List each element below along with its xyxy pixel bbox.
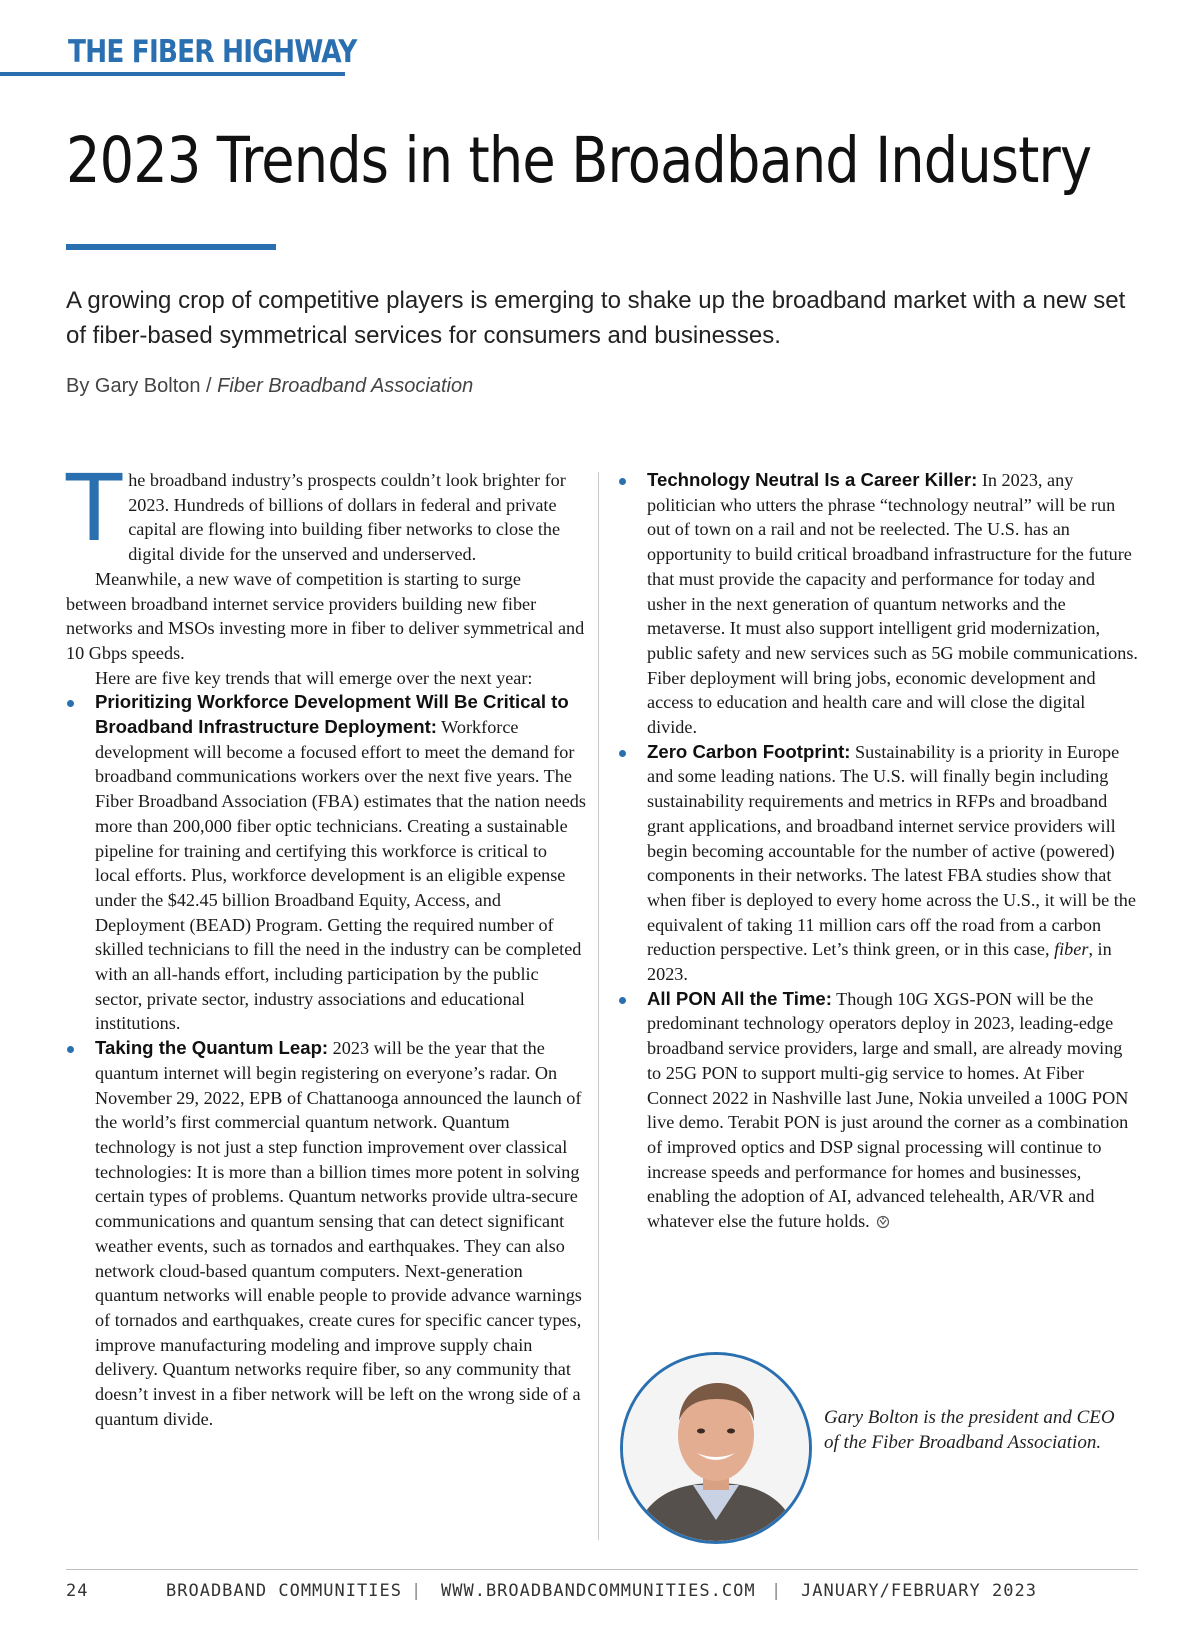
byline	[66, 375, 473, 398]
trend-text-end: , in 2023.	[647, 939, 1112, 985]
trend-text: Though 10G XGS-PON will be the predominant technology operators deploy in 2023, leading-edge broadband service providers, large and small, are already moving to 25G PON to support multi-gig service to homes. At Fiber Connect 2022 in Nashville last June, Nokia unveiled a 100G PON live demo. Terabit PON is just around the corner as a combination of improved optics and DSP signal processing will continue to increase speeds and performance for homes and businesses, enabling the adoption of AI, advanced telehealth, AR/VR and whatever else the future holds.	[647, 988, 1129, 1232]
trend-lead: All PON All the Time:	[647, 987, 832, 1009]
deck: A growing crop of competitive players is emerging to shake up the broadband market with a new set of fiber-based symmetrical services for consumers and businesses.	[66, 287, 1126, 349]
intro-paragraph-2: Meanwhile, a new wave of competition is starting to surge between broadband internet service providers building new fiber networks and MSOs investing more in fiber to deliver symmetrical and 10 Gbps speeds.	[66, 568, 585, 663]
trend-emphasis: fiber	[1054, 939, 1089, 960]
publication-website[interactable]: WWW.BROADBANDCOMMUNITIES.COM	[441, 1581, 756, 1601]
trend-list-right	[618, 468, 1138, 1234]
page-number: 24	[66, 1581, 89, 1601]
author-photo	[620, 1352, 812, 1544]
dropcap: T	[66, 455, 123, 562]
byline-organization: Fiber Broadband Association	[217, 375, 474, 397]
column-divider	[598, 472, 599, 1540]
column-right	[618, 468, 1138, 1234]
trend-item	[618, 468, 1138, 740]
footer-separator: |	[771, 1581, 783, 1601]
intro-paragraph-3: Here are five key trends that will emerge over the next year:	[95, 667, 533, 688]
trend-text: In 2023, any politician who utters the phrase “technology neutral” will be run out of town on a rail and not be reelected. The U.S. has an opportunity to build critical broadband infrastructure for the future that must provide the capacity and performance for today and usher in the next generation of quantum networks and the metaverse. It must also support intelligent grid modernization, public safety and new services such as 5G mobile communications. Fiber deployment will bring jobs, economic development and access to education and health care and will close the digital divide.	[647, 470, 1138, 738]
trend-item	[66, 690, 586, 1036]
trend-lead: Zero Carbon Footprint:	[647, 740, 851, 762]
intro-paragraph-1: The broadband industry’s prospects couldn’t look brighter for 2023. Hundreds of billions of dollars in federal and private capital are flowing into building fiber networks to close the digital divide for the unserved and underserved.	[66, 455, 566, 565]
trend-text: Workforce development will become a focused effort to meet the demand for broadband communications workers over the next five years. The Fiber Broadband Association (FBA) estimates that the nation needs more than 200,000 fiber optic technicians. Creating a sustainable pipeline for training and certifying this workforce is critical to local efforts. Plus, workforce development is an eligible expense under the $42.45 billion Broadband Equity, Access, and Deployment (BEAD) Program. Getting the required number of skilled technicians to fill the need in the industry can be completed with an all-hands effort, including participation by the public sector, private sector, industry associations and educational institutions.	[95, 717, 586, 1034]
publication-name: BROADBAND COMMUNITIES	[166, 1581, 402, 1601]
trend-item	[618, 987, 1138, 1234]
author-bio: Gary Bolton is the president and CEO of the Fiber Broadband Association.	[824, 1407, 1115, 1453]
headline: 2023 Trends in the Broadband Industry	[66, 124, 1092, 197]
byline-author: By Gary Bolton /	[66, 375, 218, 397]
footer-rule	[66, 1569, 1138, 1570]
end-of-article-icon	[876, 1215, 890, 1229]
footer-separator: |	[411, 1581, 423, 1601]
trend-lead: Technology Neutral Is a Career Killer:	[647, 469, 978, 490]
issue-date: JANUARY/FEBRUARY 2023	[801, 1581, 1037, 1601]
column-left	[66, 455, 586, 1431]
section-label: THE FIBER HIGHWAY	[68, 34, 357, 70]
trend-item	[618, 740, 1138, 987]
section-rule	[0, 72, 345, 76]
trend-text: Sustainability is a priority in Europe and some leading nations. The U.S. will finally begin including sustainability requirements and metrics in RFPs and broadband grant applications, and broadband internet service providers will begin becoming accountable for the number of active (powered) components in their networks. The latest FBA studies show that when fiber is deployed to every home across the U.S., it will be the equivalent of taking 11 million cars off the road from a carbon reduction perspective. Let’s think green, or in this case,	[647, 741, 1136, 960]
trend-item	[66, 1036, 586, 1431]
title-rule	[66, 244, 276, 250]
trend-text: 2023 will be the year that the quantum internet will begin registering on everyone’s radar. On November 29, 2022, EPB of Chattanooga announced the launch of the world’s first commercial quantum network. Quantum technology is not just a step function improvement over classical technologies: It is more than a billion times more potent in solving certain types of problems. Quantum networks provide ultra-secure communications and quantum sensing that can detect significant weather events, such as tornados and earthquakes. They can also network cloud-based quantum computers. Next-generation quantum networks will enable people to provide advance warnings of tornados and earthquakes, create cures for specific cancer types, improve manufacturing modeling and improve supply chain delivery. Quantum networks require fiber, so any community that doesn’t invest in a fiber network will be left on the wrong side of a quantum divide.	[95, 1038, 582, 1429]
trend-lead: Taking the Quantum Leap:	[95, 1037, 329, 1059]
trend-lead: Prioritizing Workforce Development Will Be Critical to Broadband Infrastructure Deployment:	[95, 691, 569, 738]
footer	[66, 1581, 1138, 1607]
author-portrait-icon	[623, 1355, 809, 1541]
trend-list-left	[66, 690, 586, 1431]
